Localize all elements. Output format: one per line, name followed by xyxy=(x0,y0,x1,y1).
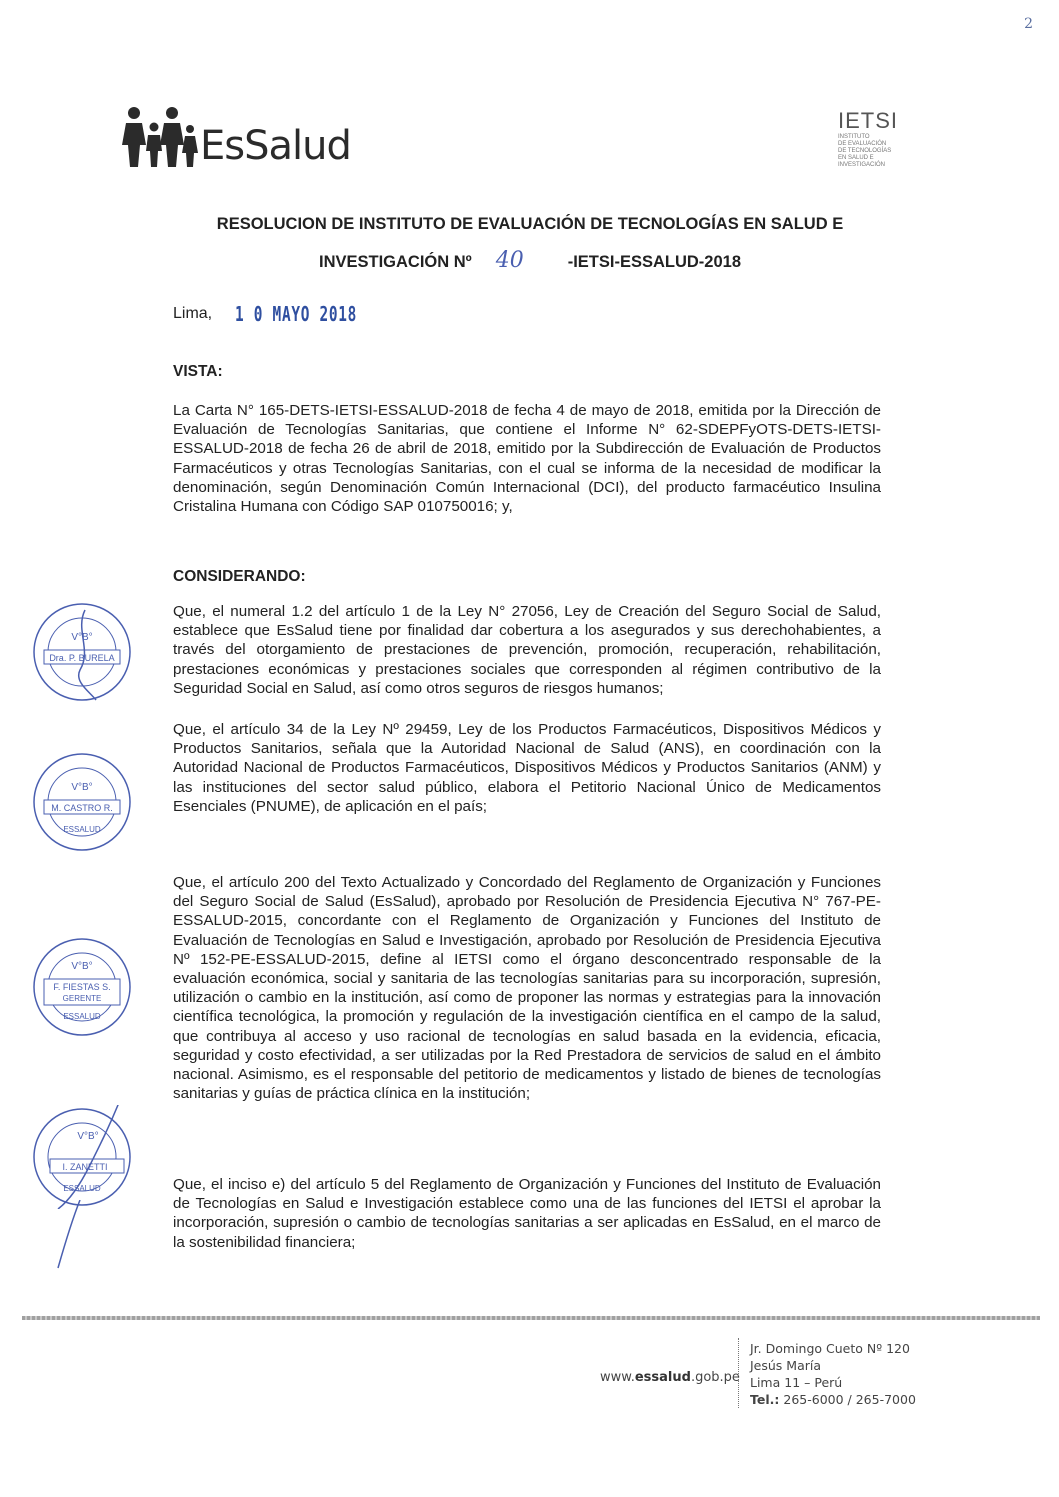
approval-stamp xyxy=(30,1105,134,1209)
phone-line: Tel.: 265-6000 / 265-7000 xyxy=(750,1392,916,1407)
essalud-logo xyxy=(122,105,372,175)
website-link[interactable]: www.essalud.gob.pe xyxy=(600,1370,740,1385)
stamp-name: M. CASTRO R. xyxy=(51,803,113,813)
address-line: Lima 11 – Perú xyxy=(750,1375,843,1390)
considerando-paragraph: Que, el inciso e) del artículo 5 del Reglamento de Organización y Funciones del Instituto de Evaluación de Tecnologías en Salud e Investigación establece como una de las funciones del IETSI el aprobar la incorporación, supresión o cambio de tecnologías sanitarias a ser aplicadas en EsSalud, en el marco de la sostenibilidad financiera; xyxy=(173,1176,881,1251)
considerando-heading: CONSIDERANDO: xyxy=(173,568,306,585)
stamp-label: V°B° xyxy=(77,1131,99,1142)
stamp-name: F. FIESTAS S. xyxy=(53,982,111,992)
stamp-label: V°B° xyxy=(71,961,93,972)
iets-subtitle: INSTITUTO DE EVALUACIÓN DE TECNOLOGÍAS EN SALUD E INVESTIGACIÓN xyxy=(838,134,892,168)
address-block xyxy=(750,1340,916,1408)
approval-stamp xyxy=(30,600,134,704)
resolution-title-line1: RESOLUCION DE INSTITUTO DE EVALUACIÓN DE TECNOLOGÍAS EN SALUD E xyxy=(216,215,844,233)
resolution-title-line2 xyxy=(150,248,910,273)
stamp-bottom: ESSALUD xyxy=(63,1184,101,1193)
stamp-bottom: ESSALUD xyxy=(63,825,101,834)
signature-tail-icon xyxy=(50,1200,90,1270)
vista-heading: VISTA: xyxy=(173,363,223,380)
date-stamp: 1 0 MAYO 2018 xyxy=(235,302,358,326)
stamp-label: V°B° xyxy=(71,782,93,793)
stamp-name: Dra. P. BURELA xyxy=(49,653,115,663)
address-line: Jr. Domingo Cueto Nº 120 xyxy=(750,1341,910,1356)
vista-paragraph: La Carta N° 165-DETS-IETSI-ESSALUD-2018 de fecha 4 de mayo de 2018, emitida por la Dirección de Evaluación de Tecnologías Sanitarias, que contiene el Informe N° 62-SDEPFyOTS-DETS-IETSI-ESSALUD-2018 de fecha 26 de abril de 2018, emitido por la Subdirección de Evaluación de Productos Farmacéuticos y otras Tecnologías Sanitarias, con el cual se informa de la necesidad de modificar la denominación, según Denominación Común Internacional (DCI), del producto farmacéutico Insulina Cristalina Humana con Código SAP 010750016; y, xyxy=(173,402,881,516)
footer-divider xyxy=(22,1316,1040,1320)
signature-icon xyxy=(58,1105,120,1209)
date-label: Lima, xyxy=(173,305,213,322)
considerando-paragraph: Que, el artículo 34 de la Ley Nº 29459, Ley de los Productos Farmacéuticos, Dispositivos Médicos y Productos Sanitarios, señala que la Autoridad Nacional de Salud (ANS), en coordinación con la Autoridad Nacional de Productos Farmacéuticos, Dispositivos Médicos y Productos Sanitarios (ANM) y las instituciones del sector salud público, elabora el Petitorio Nacional Único de Medicamentos Esenciales (PNUME), de aplicación en el país; xyxy=(173,721,881,815)
approval-stamp xyxy=(30,750,134,854)
title-prefix: INVESTIGACIÓN Nº xyxy=(318,253,472,271)
iets-name: IETSI xyxy=(838,108,899,133)
iets-logo xyxy=(838,108,918,178)
stamp-role: GERENTE xyxy=(62,994,102,1003)
stamp-name: I. ZANETTI xyxy=(62,1162,108,1172)
title-suffix: -IETSI-ESSALUD-2018 xyxy=(567,253,741,271)
approval-stamp xyxy=(30,935,134,1039)
address-separator xyxy=(738,1338,740,1408)
address-line: Jesús María xyxy=(750,1358,822,1373)
brand-name: EsSalud xyxy=(200,123,351,169)
resolution-number: 40 xyxy=(495,248,524,273)
stamp-bottom: ESSALUD xyxy=(63,1012,101,1021)
considerando-paragraph: Que, el numeral 1.2 del artículo 1 de la Ley N° 27056, Ley de Creación del Seguro Social de Salud, establece que EsSalud tiene por finalidad dar cobertura a los asegurados y sus derechohabientes, a través del otorgamiento de prestaciones de prevención, promoción, recuperación, rehabilitación, prestaciones económicas y prestaciones sociales que corresponden al régimen contributivo de la Seguridad Social en Salud, así como otros seguros de riesgos humanos; xyxy=(173,603,881,697)
family-logo-icon xyxy=(122,105,200,171)
considerando-paragraph: Que, el artículo 200 del Texto Actualizado y Concordado del Reglamento de Organización y Funciones del Seguro Social de Salud (EsSalud), aprobado por Resolución de Presidencia Ejecutiva N° 767-PE-ESSALUD-2015, concordante con el Reglamento de Organización y Funciones del Instituto de Evaluación de Tecnologías en Salud e Investigación, aprobado por Resolución de Presidencia Ejecutiva Nº 152-PE-ESSALUD-2015, define al IETSI como el órgano desconcentrado responsable de la evaluación económica, social y sanitaria de las tecnologías sanitarias para su incorporación, supresión, utilización o cambio en la institución, así como de proponer las normas y estrategias para la innovación científica tecnológica, la promoción y regulación de la investigación científica en el campo de la salud, que contribuya al acceso y uso racional de tecnologías en salud basada en la evidencia, eficacia, seguridad y costo efectividad, a ser utilizadas por la Red Prestadora de servicios de salud en el ámbito nacional. Asimismo, es el responsable del petitorio de medicamentos y listado de bienes de tecnologías sanitarias y guías de práctica clínica en la institución; xyxy=(173,874,881,1103)
page-number: 2 xyxy=(1024,16,1033,32)
stamp-label: V°B° xyxy=(71,632,93,643)
